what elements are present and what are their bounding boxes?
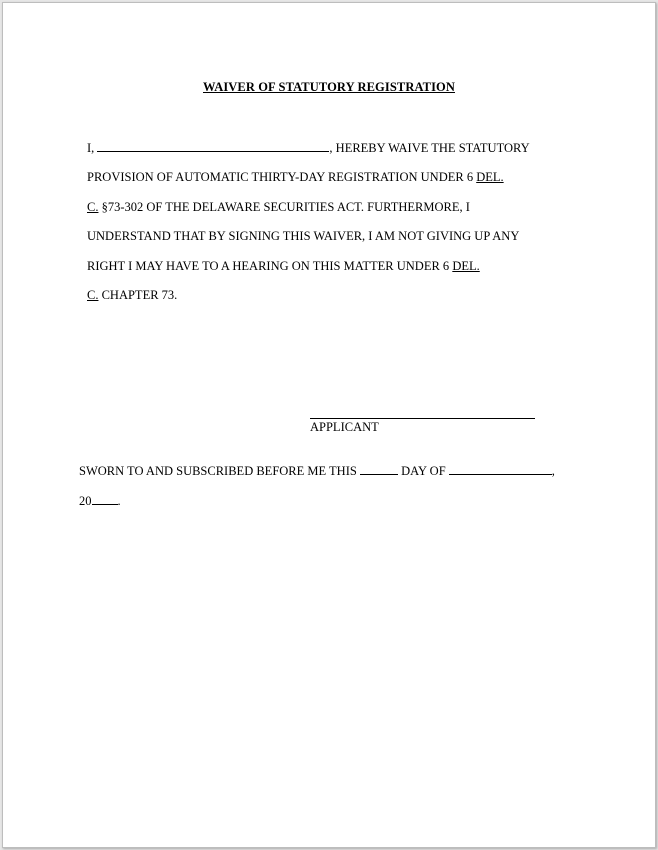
text-segment: SWORN TO AND SUBSCRIBED BEFORE ME THIS — [79, 464, 360, 478]
document-page — [2, 2, 656, 848]
year-line — [79, 493, 121, 509]
text-segment: . — [117, 494, 121, 508]
citation-del: DEL. — [452, 259, 480, 273]
text-segment: PROVISION OF AUTOMATIC THIRTY-DAY REGISTRATION UNDER 6 — [87, 170, 477, 184]
para-line-6 — [87, 287, 177, 303]
text-segment: , HEREBY WAIVE THE STATUTORY — [329, 141, 530, 155]
text-segment: I, — [87, 141, 98, 155]
month-blank[interactable] — [449, 463, 552, 475]
para-line-3 — [87, 199, 470, 215]
citation-c: C. — [87, 288, 99, 302]
day-blank[interactable] — [360, 463, 398, 475]
citation-c: C. — [87, 200, 99, 214]
para-line-2 — [87, 169, 504, 185]
para-line-4: UNDERSTAND THAT BY SIGNING THIS WAIVER, I AM NOT GIVING UP ANY — [87, 229, 520, 243]
text-segment: CHAPTER 73. — [98, 288, 178, 302]
citation-del: DEL. — [476, 170, 504, 184]
name-blank[interactable] — [97, 140, 329, 152]
text-segment: §73-302 OF THE DELAWARE SECURITIES ACT. FURTHERMORE, I — [98, 200, 470, 214]
year-blank[interactable] — [92, 493, 118, 505]
text-segment: DAY OF — [397, 464, 449, 478]
para-line-5 — [87, 258, 480, 274]
para-line-1 — [87, 140, 530, 156]
signature-line[interactable] — [310, 418, 535, 419]
text-segment: , — [551, 464, 555, 478]
signature-label: APPLICANT — [310, 420, 379, 434]
document-title: WAIVER OF STATUTORY REGISTRATION — [203, 80, 455, 94]
sworn-line — [79, 463, 555, 479]
text-segment: RIGHT I MAY HAVE TO A HEARING ON THIS MATTER UNDER 6 — [87, 259, 453, 273]
text-segment: 20 — [79, 494, 92, 508]
